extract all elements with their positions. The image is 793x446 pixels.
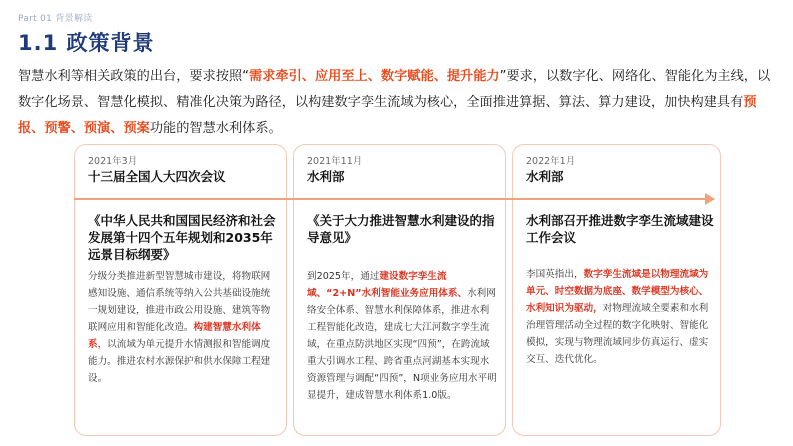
policy-card-2021-11 bbox=[293, 144, 506, 436]
card-date: 2021年11月 bbox=[307, 156, 363, 167]
card-date: 2021年3月 bbox=[88, 156, 138, 167]
card-org: 水利部 bbox=[307, 169, 345, 184]
card-body-text-a: 到2025年，通过 bbox=[307, 271, 380, 282]
intro-highlight-requirements: 需求牵引、应用至上、数字赋能、提升能力 bbox=[249, 69, 500, 84]
card-body-text-a: 李国英指出， bbox=[526, 269, 584, 280]
timeline-arrow-icon bbox=[705, 193, 715, 205]
card-body-text-a: 分级分类推进新型智慧城市建设，将物联网感知设施、通信系统等纳入公共基础设施统一规划建设，推进市政公用设施、建筑等物联网应用和智能化改造。 bbox=[88, 271, 271, 333]
card-body bbox=[307, 268, 497, 404]
card-doc-title: 《中华人民共和国国民经济和社会发展第十四个五年规划和2035年远景目标纲要》 bbox=[88, 213, 276, 262]
part-label: Part 01 背景解读 bbox=[18, 14, 93, 24]
intro-text-2: ”要求，以数字化、网络化、智能化为主线，以数字化场景、智慧化模拟、精准化决策为路径，以构建数字孪生流域为核心，全面推进算据、算法、算力建设，加快构建具有 bbox=[18, 69, 771, 110]
card-body-highlight: 构建智慧水利体系 bbox=[88, 322, 261, 350]
page-title: 1.1 政策背景 bbox=[18, 31, 155, 55]
timeline-line bbox=[74, 198, 714, 200]
card-body bbox=[526, 266, 716, 368]
card-body-highlight: 建设数字孪生流域、“2+N”水利智能业务应用体系、 bbox=[307, 271, 468, 299]
policy-card-2021-03 bbox=[74, 144, 287, 436]
card-doc-title: 水利部召开推进数字孪生流域建设工作会议 bbox=[526, 213, 714, 245]
intro-highlight-four-pre: 预报、预警、预演、预案 bbox=[18, 95, 757, 136]
card-body-text-b: ，以流域为单元提升水情测报和智能调度能力。推进农村水源保护和供水保障工程建设。 bbox=[88, 339, 271, 384]
intro-text-1: 智慧水利等相关政策的出台，要求按照“ bbox=[18, 69, 250, 84]
card-body-highlight: 数字孪生流域是以物理流域为单元、时空数据为底座、数学模型为核心、水利知识为驱动， bbox=[526, 269, 709, 314]
card-body-text-b: 水利网络安全体系、智慧水利保障体系，推进水利工程智能化改造，建成七大江河数字孪生流域，在重点防洪地区实现“四预”，在跨流域重大引调水工程、跨省重点河湖基本实现水资源管理与调配“四预”，N项业务应用水平明显提升，建成智慧水利体系1.0版。 bbox=[307, 288, 497, 401]
card-body-text-b: 对物理流域全要素和水利治理管理活动全过程的数字化映射、智能化模拟，实现与物理流域同步仿真运行、虚实交互、迭代优化。 bbox=[526, 303, 709, 365]
card-org: 水利部 bbox=[526, 169, 564, 184]
card-doc-title: 《关于大力推进智慧水利建设的指导意见》 bbox=[307, 213, 495, 245]
card-date: 2022年1月 bbox=[526, 156, 576, 167]
card-body bbox=[88, 268, 278, 387]
intro-text-3: 功能的智慧水利体系。 bbox=[149, 121, 282, 136]
intro-paragraph bbox=[18, 64, 778, 142]
card-org: 十三届全国人大四次会议 bbox=[88, 169, 226, 184]
policy-card-2022-01 bbox=[512, 144, 721, 436]
